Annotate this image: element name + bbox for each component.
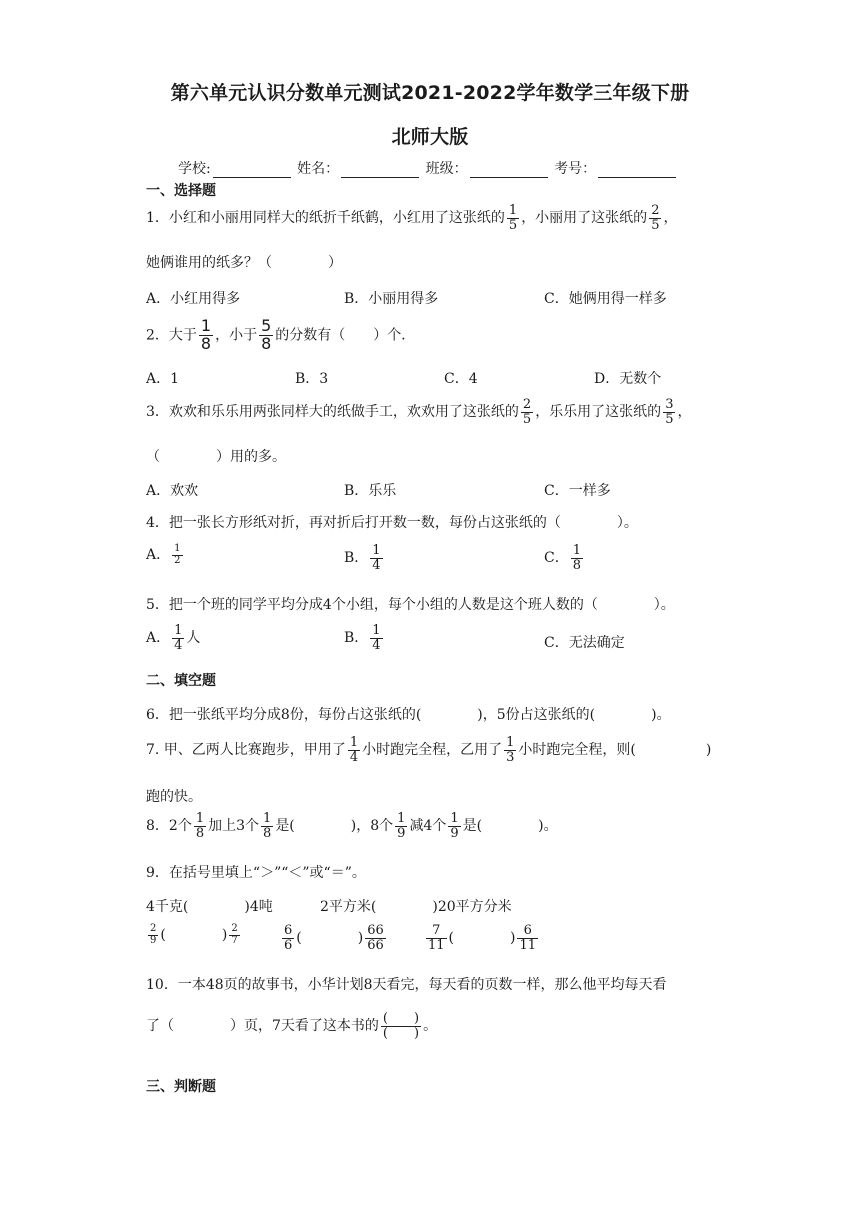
fraction: $\frac{2}{5}$	[651, 203, 660, 233]
q1-text: 1．小红和小丽用同样大的纸折千纸鹤，小红用了这张纸的	[146, 210, 505, 227]
q1-line2: 她俩谁用的纸多？（ ）	[146, 255, 342, 271]
fraction: $\frac{7}{11}$	[428, 923, 445, 953]
question-10: 10．一本48页的故事书，小华计划8天看完，每天看的页数一样，那么他平均每天看	[146, 977, 667, 993]
fraction: $\frac{1}{3}$	[506, 735, 515, 765]
school-field[interactable]	[213, 163, 291, 178]
q4-option-c[interactable]: C． $\frac{1}{8}$	[544, 543, 581, 573]
class-label: 班级：	[425, 161, 468, 177]
q3-line2: （ ）用的多。	[146, 449, 286, 465]
question-8: 8．2个 $\frac{1}{8}$ 加上3个 $\frac{1}{8}$ 是( )，8个 $\frac{1}{9}$ 减4个 $\frac{1}{9}$ 是( )。	[146, 811, 558, 841]
q3-option-c[interactable]: C．一样多	[544, 483, 611, 499]
fraction: $\frac{1}{2}$	[174, 543, 181, 566]
exam-no-field[interactable]	[598, 163, 676, 178]
class-field[interactable]	[470, 163, 548, 178]
question-2: 2．大于 $\frac{1}{8}$ ，小于 $\frac{5}{8}$ 的分数有（ ）个．	[146, 316, 416, 353]
answer-fraction-blank[interactable]: $\frac{( )}{( )}$	[382, 1011, 420, 1041]
fraction: $\frac{6}{11}$	[519, 923, 537, 953]
section-heading-judge: 三、判断题	[146, 1079, 216, 1095]
question-1: 1．小红和小丽用同样大的纸折千纸鹤，小红用了这张纸的 $\frac{1}{5}$ ，小丽用了这张纸的 $\frac{2}{5}$ ，	[146, 203, 678, 233]
fraction: $\frac{1}{4}$	[349, 735, 359, 765]
q2-option-a[interactable]: A．1	[146, 371, 180, 387]
q9-compare-5[interactable]: $\frac{7}{11}$ ( ) $\frac{6}{11}$	[428, 923, 537, 953]
fraction: $\frac{1}{5}$	[508, 203, 518, 233]
fraction: $\frac{2}{7}$	[231, 923, 238, 946]
q1-option-a[interactable]: A．小红用得多	[146, 291, 241, 307]
q5-option-b[interactable]: B． $\frac{1}{4}$	[344, 623, 381, 653]
q9-compare-2[interactable]: 2平方米( )20平方分米	[320, 899, 512, 915]
fraction: $\frac{1}{4}$	[174, 623, 183, 653]
q10-line2: 了（ ）页，7天看了这本书的 $\frac{( )}{( )}$ 。	[146, 1011, 438, 1041]
fraction: $\frac{1}{8}$	[195, 811, 205, 841]
fraction: $\frac{1}{4}$	[372, 623, 381, 653]
fraction: $\frac{5}{8}$	[261, 316, 272, 353]
q5-option-c[interactable]: C．无法确定	[544, 635, 625, 651]
q2-option-b[interactable]: B．3	[295, 371, 329, 387]
q2-option-d[interactable]: D．无数个	[594, 371, 662, 387]
fraction: $\frac{3}{5}$	[665, 397, 674, 427]
page-subtitle: 北师大版	[391, 126, 469, 148]
q4-option-b[interactable]: B． $\frac{1}{4}$	[344, 543, 381, 573]
q7-line2: 跑的快。	[146, 789, 202, 805]
question-9: 9．在括号里填上“＞”“＜”或“＝”。	[146, 865, 366, 881]
q4-option-a[interactable]: A． $\frac{1}{2}$	[146, 543, 181, 566]
q3-option-a[interactable]: A．欢欢	[146, 483, 199, 499]
question-4: 4．把一张长方形纸对折，再对折后打开数一数，每份占这张纸的（ ）。	[146, 515, 638, 531]
fraction: $\frac{1}{9}$	[450, 811, 459, 841]
name-label: 姓名：	[297, 161, 340, 177]
student-info-line	[178, 158, 678, 178]
section-heading-choice: 一、选择题	[146, 183, 216, 199]
question-6: 6．把一张纸平均分成8份，每份占这张纸的( )，5份占这张纸的( )。	[146, 707, 671, 723]
fraction: $\frac{1}{9}$	[397, 811, 406, 841]
page-title: 第六单元认识分数单元测试2021-2022学年数学三年级下册	[170, 82, 690, 104]
fraction: $\frac{6}{6}$	[284, 923, 293, 953]
name-field[interactable]	[341, 163, 419, 178]
q3-option-b[interactable]: B．乐乐	[344, 483, 397, 499]
section-heading-fill: 二、填空题	[146, 673, 216, 689]
school-label: 学校:	[178, 161, 211, 177]
q5-option-a[interactable]: A． $\frac{1}{4}$ 人	[146, 623, 201, 653]
q9-compare-4[interactable]: $\frac{6}{6}$ ( ) $\frac{66}{66}$	[284, 923, 384, 953]
fraction: $\frac{1}{8}$	[572, 543, 581, 573]
question-7: 7. 甲、乙两人比赛跑步，甲用了 $\frac{1}{4}$ 小时跑完全程，乙用了 $\frac{1}{3}$ 小时跑完全程，则( )	[146, 735, 712, 765]
fraction: $\frac{66}{66}$	[367, 923, 384, 953]
q1-text: ，小丽用了这张纸的	[521, 210, 648, 227]
q2-option-c[interactable]: C．4	[444, 371, 478, 387]
question-5: 5．把一个班的同学平均分成4个小组，每个小组的人数是这个班人数的（ ）。	[146, 597, 675, 613]
question-3: 3．欢欢和乐乐用两张同样大的纸做手工，欢欢用了这张纸的 $\frac{2}{5}$ ，乐乐用了这张纸的 $\frac{3}{5}$ ，	[146, 397, 692, 427]
q9-compare-1[interactable]: 4千克( )4吨	[146, 899, 273, 915]
fraction: $\frac{2}{5}$	[522, 397, 532, 427]
q1-option-b[interactable]: B．小丽用得多	[344, 291, 439, 307]
q9-compare-3[interactable]: $\frac{2}{9}$ ( ) $\frac{2}{7}$	[150, 923, 238, 946]
fraction: $\frac{1}{8}$	[263, 811, 272, 841]
fraction: $\frac{1}{4}$	[372, 543, 381, 573]
fraction: $\frac{2}{9}$	[150, 923, 157, 946]
q1-option-c[interactable]: C．她俩用得一样多	[544, 291, 667, 307]
fraction: $\frac{1}{8}$	[200, 316, 212, 353]
exam-no-label: 考号：	[554, 161, 597, 177]
